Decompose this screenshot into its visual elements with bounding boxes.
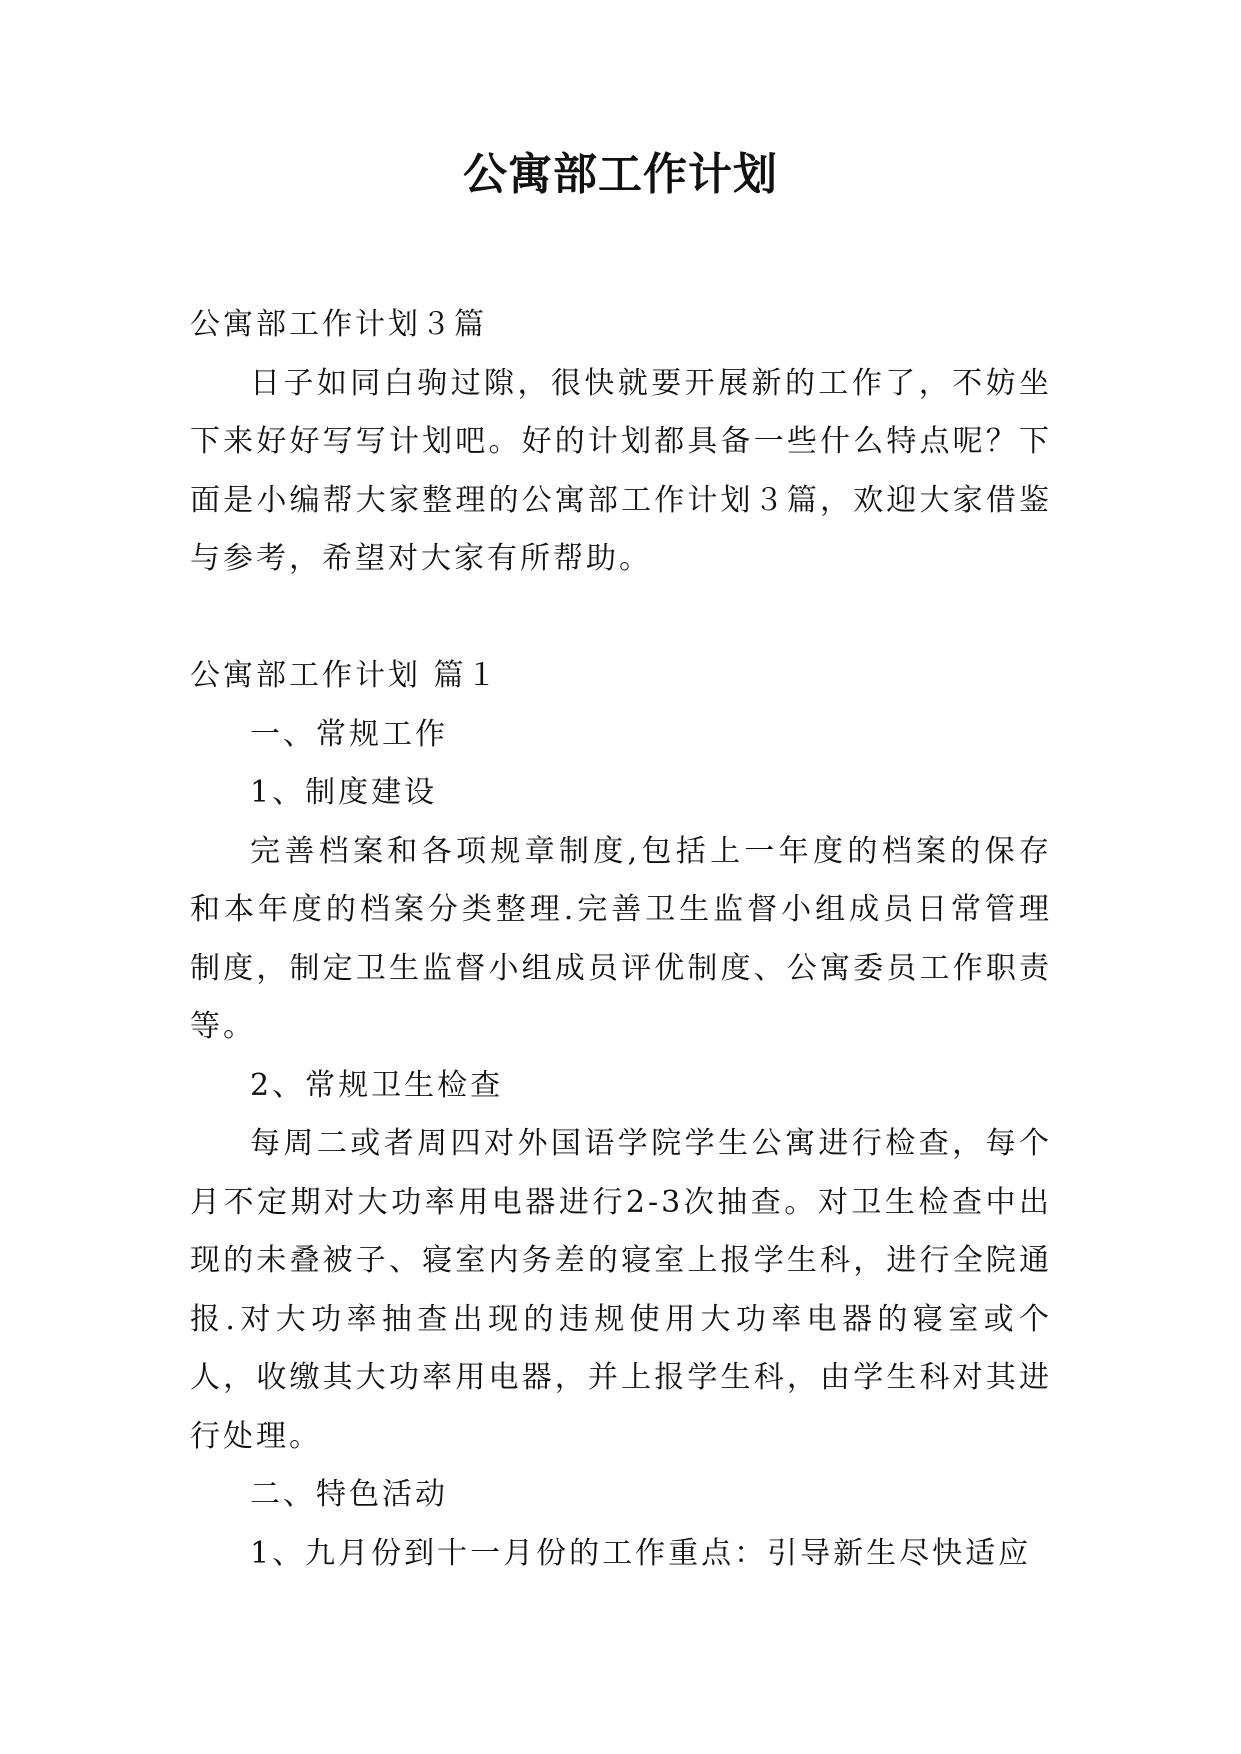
item-1-text: 完善档案和各项规章制度,包括上一年度的档案的保存和本年度的档案分类整理.完善卫生监督小组成员日常管理制度，制定卫生监督小组成员评优制度、公寓委员工作职责等。: [190, 833, 1052, 1044]
intro-heading: 公寓部工作计划３篇: [190, 307, 487, 342]
article-1-section: [190, 647, 1052, 1583]
document-title: 公寓部工作计划: [463, 149, 778, 200]
item-1-title: 1、制度建设: [250, 775, 438, 810]
item-2-title: 2、常规卫生检查: [250, 1067, 504, 1103]
intro-section: [190, 296, 1052, 589]
intro-paragraph: 日子如同白驹过隙，很快就要开展新的工作了，不妨坐下来好好写写计划吧。好的计划都具备一些什么特点呢？下面是小编帮大家整理的公寓部工作计划３篇，欢迎大家借鉴与参考，希望对大家有所帮助。: [190, 365, 1052, 576]
section-2-title: 二、特色活动: [250, 1477, 448, 1512]
section-1-title: 一、常规工作: [250, 716, 448, 752]
item-3-text: 1、九月份到十一月份的工作重点：引导新生尽快适应: [250, 1535, 1032, 1571]
item-2-text: 每周二或者周四对外国语学院学生公寓进行检查，每个月不定期对大功率用电器进行2-3次抽查。对卫生检查中出现的未叠被子、寝室内务差的寝室上报学生科，进行全院通报.对大功率抽查出现的违规使用大功率电器的寝室或个人，收缴其大功率用电器，并上报学生科，由学生科对其进行处理。: [190, 1126, 1052, 1454]
article-1-heading: 公寓部工作计划 篇１: [190, 658, 500, 693]
